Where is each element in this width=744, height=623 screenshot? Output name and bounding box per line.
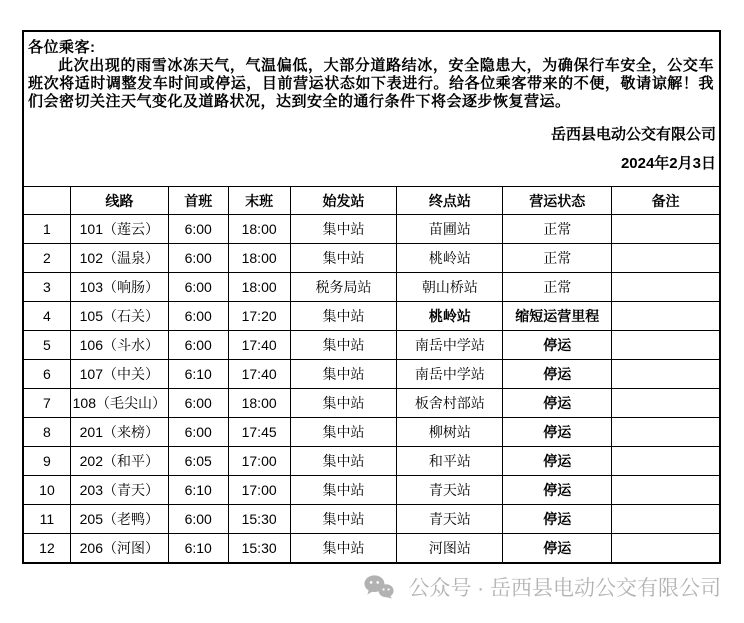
table-row	[24, 360, 720, 389]
cell-no: 3	[24, 273, 71, 302]
cell-status: 正常	[503, 215, 612, 244]
cell-first: 6:05	[168, 447, 228, 476]
cell-no: 1	[24, 215, 71, 244]
cell-remark	[612, 418, 720, 447]
notice-sheet	[22, 30, 721, 564]
cell-origin: 集中站	[290, 244, 397, 273]
schedule-header	[24, 187, 720, 215]
cell-remark	[612, 476, 720, 505]
header-last-bus: 末班	[228, 187, 290, 215]
cell-first: 6:00	[168, 331, 228, 360]
cell-first: 6:00	[168, 273, 228, 302]
table-row	[24, 447, 720, 476]
cell-last: 17:20	[228, 302, 290, 331]
schedule-body	[24, 215, 720, 563]
cell-remark	[612, 215, 720, 244]
cell-remark	[612, 447, 720, 476]
cell-remark	[612, 331, 720, 360]
cell-terminal: 桃岭站	[397, 302, 503, 331]
header-operation-status: 营运状态	[503, 187, 612, 215]
cell-status: 停运	[503, 331, 612, 360]
table-row	[24, 273, 720, 302]
cell-status: 停运	[503, 476, 612, 505]
cell-route: 107（中关）	[70, 360, 168, 389]
cell-route: 105（石关）	[70, 302, 168, 331]
header-remark: 备注	[612, 187, 720, 215]
table-row	[24, 244, 720, 273]
cell-origin: 集中站	[290, 476, 397, 505]
bus-schedule-table	[23, 186, 720, 563]
cell-last: 18:00	[228, 389, 290, 418]
company-signature: 岳西县电动公交有限公司	[550, 126, 716, 143]
cell-terminal: 板舍村部站	[397, 389, 503, 418]
cell-route: 203（青天）	[70, 476, 168, 505]
cell-first: 6:00	[168, 244, 228, 273]
cell-no: 7	[24, 389, 71, 418]
cell-first: 6:10	[168, 534, 228, 563]
cell-status: 停运	[503, 505, 612, 534]
header-first-bus: 首班	[168, 187, 228, 215]
cell-first: 6:10	[168, 476, 228, 505]
cell-first: 6:00	[168, 302, 228, 331]
cell-route: 108（毛尖山）	[70, 389, 168, 418]
wechat-footer	[22, 574, 721, 604]
cell-no: 6	[24, 360, 71, 389]
cell-origin: 税务局站	[290, 273, 397, 302]
cell-status: 停运	[503, 447, 612, 476]
notice-body: 此次出现的雨雪冰冻天气，气温偏低，大部分道路结冰，安全隐患大，为确保行车安全，公交车班次将适时调整发车时间或停运，目前营运状态如下表进行。给各位乘客带来的不便，敬请谅解！我们会密切关注天气变化及道路状况，达到安全的通行条件下将会逐步恢复营运。	[28, 57, 714, 110]
cell-remark	[612, 505, 720, 534]
cell-no: 2	[24, 244, 71, 273]
cell-no: 8	[24, 418, 71, 447]
cell-route: 201（来榜）	[70, 418, 168, 447]
cell-last: 18:00	[228, 273, 290, 302]
cell-last: 17:00	[228, 447, 290, 476]
cell-first: 6:00	[168, 389, 228, 418]
cell-terminal: 青天站	[397, 476, 503, 505]
table-row	[24, 534, 720, 563]
cell-terminal: 桃岭站	[397, 244, 503, 273]
cell-terminal: 苗圃站	[397, 215, 503, 244]
cell-route: 101（莲云）	[70, 215, 168, 244]
cell-route: 102（温泉）	[70, 244, 168, 273]
cell-terminal: 和平站	[397, 447, 503, 476]
cell-last: 17:40	[228, 331, 290, 360]
cell-origin: 集中站	[290, 331, 397, 360]
table-row	[24, 215, 720, 244]
cell-status: 停运	[503, 418, 612, 447]
header-row	[24, 187, 720, 215]
cell-route: 205（老鸭）	[70, 505, 168, 534]
cell-origin: 集中站	[290, 360, 397, 389]
cell-route: 202（和平）	[70, 447, 168, 476]
cell-no: 5	[24, 331, 71, 360]
cell-last: 18:00	[228, 244, 290, 273]
cell-last: 17:45	[228, 418, 290, 447]
cell-origin: 集中站	[290, 534, 397, 563]
cell-terminal: 河图站	[397, 534, 503, 563]
cell-first: 6:10	[168, 360, 228, 389]
cell-terminal: 青天站	[397, 505, 503, 534]
cell-origin: 集中站	[290, 505, 397, 534]
cell-no: 11	[24, 505, 71, 534]
cell-first: 6:00	[168, 215, 228, 244]
cell-last: 18:00	[228, 215, 290, 244]
cell-remark	[612, 244, 720, 273]
cell-remark	[612, 534, 720, 563]
cell-first: 6:00	[168, 505, 228, 534]
table-row	[24, 418, 720, 447]
notice-text-block	[24, 32, 719, 111]
cell-last: 17:40	[228, 360, 290, 389]
cell-remark	[612, 360, 720, 389]
cell-status: 正常	[503, 273, 612, 302]
cell-origin: 集中站	[290, 389, 397, 418]
cell-last: 17:00	[228, 476, 290, 505]
footer-label: 公众号 · 岳西县电动公交有限公司	[408, 577, 721, 600]
table-row	[24, 389, 720, 418]
cell-origin: 集中站	[290, 302, 397, 331]
cell-terminal: 南岳中学站	[397, 360, 503, 389]
cell-first: 6:00	[168, 418, 228, 447]
cell-route: 103（响肠）	[70, 273, 168, 302]
cell-status: 缩短运营里程	[503, 302, 612, 331]
cell-last: 15:30	[228, 534, 290, 563]
cell-no: 9	[24, 447, 71, 476]
table-row	[24, 331, 720, 360]
cell-origin: 集中站	[290, 447, 397, 476]
notice-greeting: 各位乘客:	[28, 39, 96, 56]
cell-terminal: 朝山桥站	[397, 273, 503, 302]
cell-no: 4	[24, 302, 71, 331]
header-route: 线路	[70, 187, 168, 215]
table-row	[24, 302, 720, 331]
cell-origin: 集中站	[290, 418, 397, 447]
cell-no: 12	[24, 534, 71, 563]
header-terminal-station: 终点站	[397, 187, 503, 215]
cell-last: 15:30	[228, 505, 290, 534]
cell-origin: 集中站	[290, 215, 397, 244]
header-index	[24, 187, 71, 215]
cell-no: 10	[24, 476, 71, 505]
table-row	[24, 505, 720, 534]
cell-remark	[612, 302, 720, 331]
cell-terminal: 柳树站	[397, 418, 503, 447]
wechat-icon	[364, 574, 394, 600]
cell-route: 106（斗水）	[70, 331, 168, 360]
cell-remark	[612, 273, 720, 302]
cell-status: 停运	[503, 534, 612, 563]
cell-route: 206（河图）	[70, 534, 168, 563]
cell-remark	[612, 389, 720, 418]
header-origin-station: 始发站	[290, 187, 397, 215]
cell-status: 停运	[503, 389, 612, 418]
notice-date: 2024年2月3日	[620, 155, 716, 172]
cell-terminal: 南岳中学站	[397, 331, 503, 360]
cell-status: 停运	[503, 360, 612, 389]
table-row	[24, 476, 720, 505]
cell-status: 正常	[503, 244, 612, 273]
